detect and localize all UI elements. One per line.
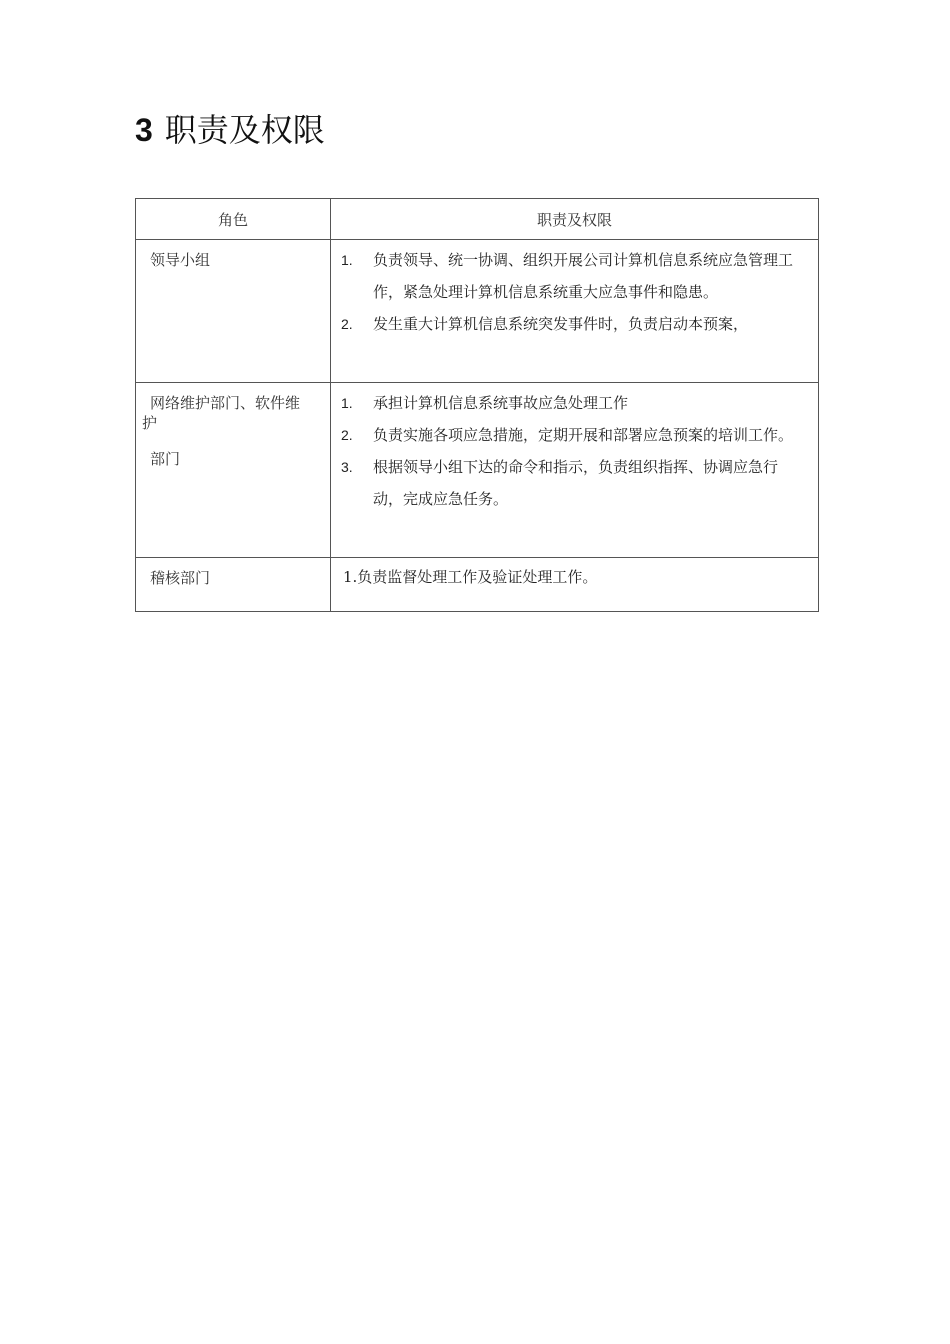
role-cell: [136, 558, 331, 612]
role-audit: 稽核部门: [150, 569, 211, 587]
table-row: [136, 240, 819, 383]
duty-cell: [331, 240, 819, 383]
table-row: [136, 383, 819, 558]
role-network-line3: 部门: [150, 450, 181, 468]
item-text: 负责实施各项应急措施，定期开展和部署应急预案的培训工作。: [373, 426, 794, 444]
duty-list: [341, 244, 804, 340]
list-item: [341, 308, 804, 340]
item-number: 2.: [341, 427, 353, 443]
table-row: [136, 558, 819, 612]
item-text: 负责领导、统一协调、组织开展公司计算机信息系统应急管理工作，紧急处理计算机信息系统重大应急事件和隐患。: [373, 251, 794, 301]
list-item: [341, 387, 804, 419]
list-item: [341, 451, 804, 515]
role-network-line1: 网络维护部门、软件维: [150, 394, 301, 412]
item-text: 承担计算机信息系统事故应急处理工作: [373, 394, 629, 412]
list-item: [341, 244, 804, 308]
table-header-row: [136, 199, 819, 240]
item-number: 1.: [341, 395, 353, 411]
role-cell: [136, 383, 331, 558]
header-role: 角色: [136, 199, 331, 240]
item-text: 发生重大计算机信息系统突发事件时，负责启动本预案，: [373, 315, 749, 333]
duties-table: [135, 198, 819, 612]
section-title: 职责及权限: [164, 111, 325, 149]
duty-cell: 1.负责监督处理工作及验证处理工作。: [331, 558, 819, 612]
role-network-line2: 护: [142, 414, 158, 432]
header-duties: 职责及权限: [331, 199, 819, 240]
section-heading: [135, 104, 325, 156]
item-text: 根据领导小组下达的命令和指示，负责组织指挥、协调应急行动，完成应急任务。: [373, 458, 779, 508]
item-number: 3.: [341, 459, 353, 475]
section-number: 3: [135, 112, 153, 148]
role-leadership: 领导小组: [150, 251, 211, 269]
item-number: 1.: [341, 252, 353, 268]
duty-list: [341, 387, 804, 515]
item-number: 2.: [341, 316, 353, 332]
duty-cell: [331, 383, 819, 558]
list-item: [341, 419, 804, 451]
role-cell: [136, 240, 331, 383]
